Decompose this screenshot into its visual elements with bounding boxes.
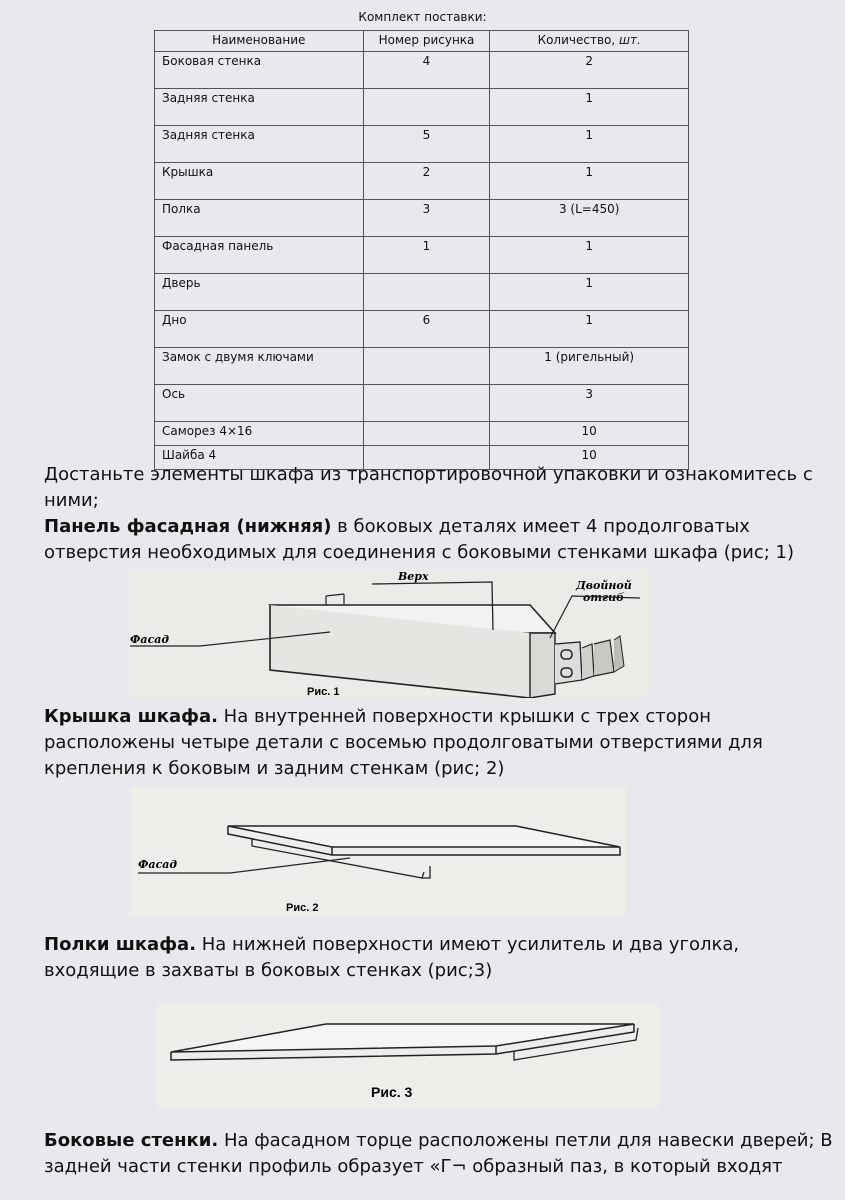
row-name: Крышка bbox=[155, 163, 364, 200]
row-figure bbox=[363, 348, 490, 385]
row-figure: 5 bbox=[363, 126, 490, 163]
row-qty: 10 bbox=[490, 446, 689, 470]
figure-3 bbox=[156, 1004, 660, 1108]
fig1-label-double-2: отгиб bbox=[583, 591, 625, 604]
table-row bbox=[155, 311, 689, 348]
facade-panel-text: в боковых деталях имеет 4 продолговатых отверстия необходимых для соединения с боковыми стенками шкафа (рис; 1) bbox=[44, 516, 795, 563]
kit-caption: Комплект поставки: bbox=[358, 10, 487, 24]
lid-paragraph bbox=[44, 704, 839, 782]
kit-table bbox=[154, 30, 689, 470]
table-row bbox=[155, 348, 689, 385]
row-qty: 1 bbox=[490, 163, 689, 200]
fig1-label-top: Верх bbox=[398, 570, 429, 583]
row-figure bbox=[363, 422, 490, 446]
row-figure bbox=[363, 89, 490, 126]
row-qty: 1 bbox=[490, 274, 689, 311]
table-row bbox=[155, 274, 689, 311]
row-qty: 3 bbox=[490, 385, 689, 422]
fig3-caption: Рис. 3 bbox=[371, 1084, 413, 1100]
row-name: Шайба 4 bbox=[155, 446, 364, 470]
header-name: Наименование bbox=[155, 31, 364, 52]
figure-2 bbox=[130, 786, 626, 916]
row-figure bbox=[363, 274, 490, 311]
header-qty-unit: шт. bbox=[619, 33, 641, 47]
figure-1 bbox=[130, 570, 650, 698]
table-row bbox=[155, 163, 689, 200]
facade-panel-heading: Панель фасадная (нижняя) bbox=[44, 516, 332, 537]
fig1-label-front: Фасад bbox=[130, 633, 170, 646]
table-row bbox=[155, 385, 689, 422]
row-name: Саморез 4×16 bbox=[155, 422, 364, 446]
row-name: Дверь bbox=[155, 274, 364, 311]
fig2-caption: Рис. 2 bbox=[286, 902, 319, 914]
fig1-caption: Рис. 1 bbox=[307, 686, 340, 698]
row-name: Полка bbox=[155, 200, 364, 237]
facade-panel-paragraph bbox=[44, 514, 839, 566]
row-figure: 4 bbox=[363, 52, 490, 89]
row-name: Фасадная панель bbox=[155, 237, 364, 274]
fig1-label-double-1: Двойной bbox=[576, 579, 632, 592]
table-row bbox=[155, 237, 689, 274]
row-figure bbox=[363, 385, 490, 422]
table-row bbox=[155, 52, 689, 89]
row-figure: 1 bbox=[363, 237, 490, 274]
row-name: Ось bbox=[155, 385, 364, 422]
table-row bbox=[155, 89, 689, 126]
header-qty bbox=[490, 31, 689, 52]
row-figure: 2 bbox=[363, 163, 490, 200]
row-name: Замок с двумя ключами bbox=[155, 348, 364, 385]
table-row bbox=[155, 126, 689, 163]
side-walls-paragraph bbox=[44, 1128, 839, 1180]
row-qty: 1 (ригельный) bbox=[490, 348, 689, 385]
row-qty: 1 bbox=[490, 126, 689, 163]
side-walls-heading: Боковые стенки. bbox=[44, 1130, 219, 1151]
row-name: Задняя стенка bbox=[155, 89, 364, 126]
row-qty: 1 bbox=[490, 237, 689, 274]
row-qty: 1 bbox=[490, 89, 689, 126]
lid-text: На внутренней поверхности крышки с трех сторон расположены четыре детали с восемью продолговатыми отверстиями для крепления к боковым и задним стенкам (рис; 2) bbox=[44, 706, 763, 779]
fig2-label-front: Фасад bbox=[138, 858, 178, 871]
table-row bbox=[155, 200, 689, 237]
shelves-heading: Полки шкафа. bbox=[44, 934, 197, 955]
side-walls-text: На фасадном торце расположены петли для навески дверей; В задней части стенки профиль образует «Г¬ образный паз, в который входят bbox=[44, 1130, 833, 1177]
row-name: Боковая стенка bbox=[155, 52, 364, 89]
header-figure: Номер рисунка bbox=[363, 31, 490, 52]
header-qty-label: Количество, bbox=[537, 33, 616, 47]
row-name: Задняя стенка bbox=[155, 126, 364, 163]
row-qty: 1 bbox=[490, 311, 689, 348]
row-figure: 6 bbox=[363, 311, 490, 348]
table-row bbox=[155, 422, 689, 446]
lid-heading: Крышка шкафа. bbox=[44, 706, 218, 727]
row-qty: 3 (L=450) bbox=[490, 200, 689, 237]
intro-paragraph: Достаньте элементы шкафа из транспортировочной упаковки и ознакомитесь с ними; bbox=[44, 464, 813, 511]
row-figure: 3 bbox=[363, 200, 490, 237]
row-qty: 2 bbox=[490, 52, 689, 89]
table-header-row bbox=[155, 31, 689, 52]
shelves-text: На нижней поверхности имеют усилитель и два уголка, входящие в захваты в боковых стенках (рис;3) bbox=[44, 934, 740, 981]
row-name: Дно bbox=[155, 311, 364, 348]
row-qty: 10 bbox=[490, 422, 689, 446]
shelves-paragraph bbox=[44, 932, 839, 984]
